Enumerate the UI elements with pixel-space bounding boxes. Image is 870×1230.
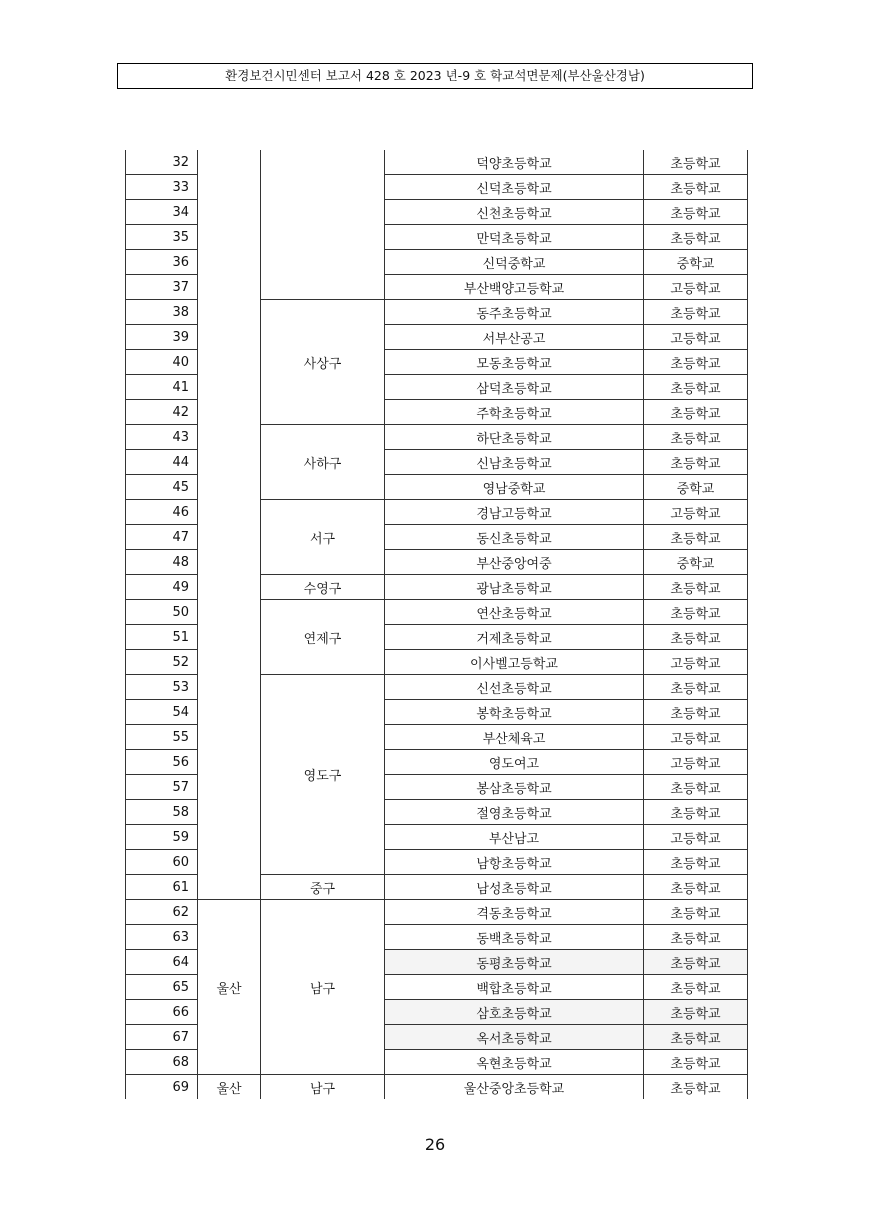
document-header: 환경보건시민센터 보고서 428 호 2023 년-9 호 학교석면문제(부산울산경남)	[117, 63, 753, 89]
row-number: 66	[126, 1000, 198, 1025]
row-number: 32	[126, 150, 198, 175]
row-number: 36	[126, 250, 198, 275]
row-number: 54	[126, 700, 198, 725]
row-number: 39	[126, 325, 198, 350]
school-name: 옥현초등학교	[385, 1050, 644, 1075]
school-type: 초등학교	[644, 1075, 748, 1100]
school-name: 영남중학교	[385, 475, 644, 500]
school-name: 봉학초등학교	[385, 700, 644, 725]
school-type: 초등학교	[644, 1050, 748, 1075]
row-number: 67	[126, 1025, 198, 1050]
school-name: 광남초등학교	[385, 575, 644, 600]
school-type: 초등학교	[644, 225, 748, 250]
school-type: 초등학교	[644, 175, 748, 200]
row-number: 57	[126, 775, 198, 800]
row-number: 68	[126, 1050, 198, 1075]
school-type: 초등학교	[644, 975, 748, 1000]
row-number: 60	[126, 850, 198, 875]
school-type: 초등학교	[644, 600, 748, 625]
row-number: 41	[126, 375, 198, 400]
school-name: 경남고등학교	[385, 500, 644, 525]
school-type: 초등학교	[644, 625, 748, 650]
row-number: 35	[126, 225, 198, 250]
table-row	[126, 900, 748, 925]
school-name: 동주초등학교	[385, 300, 644, 325]
school-name: 삼호초등학교	[385, 1000, 644, 1025]
school-type: 초등학교	[644, 400, 748, 425]
school-name: 울산중앙초등학교	[385, 1075, 644, 1100]
school-name: 신선초등학교	[385, 675, 644, 700]
row-number: 51	[126, 625, 198, 650]
table-row	[126, 150, 748, 175]
school-name: 부산남고	[385, 825, 644, 850]
school-type: 중학교	[644, 250, 748, 275]
district-cell: 사상구	[261, 300, 385, 425]
school-name: 이사벨고등학교	[385, 650, 644, 675]
row-number: 46	[126, 500, 198, 525]
school-name: 서부산공고	[385, 325, 644, 350]
school-name: 남항초등학교	[385, 850, 644, 875]
school-name: 신덕중학교	[385, 250, 644, 275]
school-name: 백합초등학교	[385, 975, 644, 1000]
row-number: 38	[126, 300, 198, 325]
school-name: 거제초등학교	[385, 625, 644, 650]
school-type: 고등학교	[644, 275, 748, 300]
row-number: 45	[126, 475, 198, 500]
row-number: 62	[126, 900, 198, 925]
school-name: 격동초등학교	[385, 900, 644, 925]
school-type: 고등학교	[644, 650, 748, 675]
school-type: 중학교	[644, 550, 748, 575]
district-cell: 수영구	[261, 575, 385, 600]
row-number: 49	[126, 575, 198, 600]
row-number: 33	[126, 175, 198, 200]
region-cell: 울산	[198, 900, 261, 1075]
district-cell: 남구	[261, 1075, 385, 1100]
school-type: 고등학교	[644, 325, 748, 350]
school-name: 봉삼초등학교	[385, 775, 644, 800]
region-cell	[198, 150, 261, 900]
district-cell: 남구	[261, 900, 385, 1075]
school-type: 초등학교	[644, 925, 748, 950]
row-number: 44	[126, 450, 198, 475]
school-type: 초등학교	[644, 575, 748, 600]
school-type: 초등학교	[644, 525, 748, 550]
school-name: 부산중앙여중	[385, 550, 644, 575]
row-number: 52	[126, 650, 198, 675]
row-number: 64	[126, 950, 198, 975]
school-type: 초등학교	[644, 1025, 748, 1050]
row-number: 63	[126, 925, 198, 950]
district-cell: 연제구	[261, 600, 385, 675]
school-type: 초등학교	[644, 1000, 748, 1025]
school-name: 신천초등학교	[385, 200, 644, 225]
school-type: 초등학교	[644, 800, 748, 825]
school-name: 연산초등학교	[385, 600, 644, 625]
school-name: 신덕초등학교	[385, 175, 644, 200]
school-name: 동평초등학교	[385, 950, 644, 975]
school-type: 초등학교	[644, 875, 748, 900]
row-number: 58	[126, 800, 198, 825]
school-name: 만덕초등학교	[385, 225, 644, 250]
row-number: 34	[126, 200, 198, 225]
row-number: 56	[126, 750, 198, 775]
school-type: 초등학교	[644, 150, 748, 175]
row-number: 61	[126, 875, 198, 900]
district-cell: 사하구	[261, 425, 385, 500]
school-type: 고등학교	[644, 825, 748, 850]
region-cell: 울산	[198, 1075, 261, 1100]
school-name: 하단초등학교	[385, 425, 644, 450]
school-type: 초등학교	[644, 775, 748, 800]
school-name: 영도여고	[385, 750, 644, 775]
row-number: 59	[126, 825, 198, 850]
school-type: 초등학교	[644, 950, 748, 975]
school-name: 모동초등학교	[385, 350, 644, 375]
district-cell	[261, 150, 385, 300]
school-type: 중학교	[644, 475, 748, 500]
district-cell: 중구	[261, 875, 385, 900]
district-cell: 영도구	[261, 675, 385, 875]
school-type: 초등학교	[644, 375, 748, 400]
row-number: 69	[126, 1075, 198, 1100]
school-type: 초등학교	[644, 450, 748, 475]
school-type: 초등학교	[644, 425, 748, 450]
page-number: 26	[424, 1135, 446, 1154]
school-type: 초등학교	[644, 300, 748, 325]
row-number: 37	[126, 275, 198, 300]
school-name: 부산백양고등학교	[385, 275, 644, 300]
school-type: 초등학교	[644, 200, 748, 225]
school-name: 삼덕초등학교	[385, 375, 644, 400]
school-name: 절영초등학교	[385, 800, 644, 825]
school-type: 초등학교	[644, 700, 748, 725]
row-number: 53	[126, 675, 198, 700]
school-name: 주학초등학교	[385, 400, 644, 425]
school-name: 남성초등학교	[385, 875, 644, 900]
table-row	[126, 1075, 748, 1100]
district-cell: 서구	[261, 500, 385, 575]
row-number: 43	[126, 425, 198, 450]
school-name: 덕양초등학교	[385, 150, 644, 175]
school-name: 동신초등학교	[385, 525, 644, 550]
school-type: 초등학교	[644, 850, 748, 875]
row-number: 42	[126, 400, 198, 425]
row-number: 55	[126, 725, 198, 750]
row-number: 40	[126, 350, 198, 375]
school-type: 초등학교	[644, 900, 748, 925]
school-type: 고등학교	[644, 500, 748, 525]
row-number: 48	[126, 550, 198, 575]
row-number: 50	[126, 600, 198, 625]
row-number: 65	[126, 975, 198, 1000]
row-number: 47	[126, 525, 198, 550]
school-name: 부산체육고	[385, 725, 644, 750]
school-name: 신남초등학교	[385, 450, 644, 475]
school-type: 고등학교	[644, 750, 748, 775]
school-type: 초등학교	[644, 350, 748, 375]
school-name: 동백초등학교	[385, 925, 644, 950]
school-name: 옥서초등학교	[385, 1025, 644, 1050]
school-type: 고등학교	[644, 725, 748, 750]
school-type: 초등학교	[644, 675, 748, 700]
school-table	[125, 150, 748, 1099]
